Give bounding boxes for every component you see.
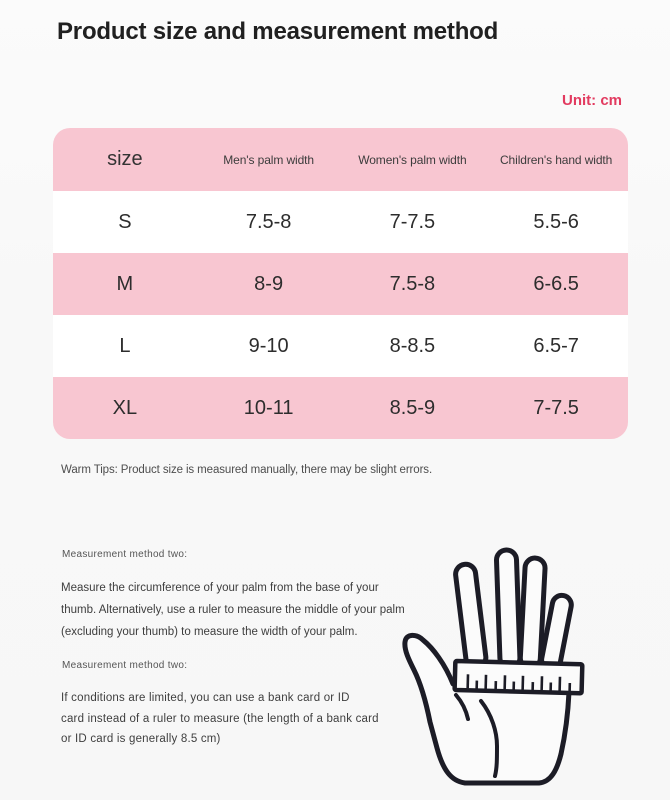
method-one-line: (excluding your thumb) to measure the width of your palm. [61,626,358,638]
column-header-mens-palm-width: Men's palm width [223,152,314,167]
middle-finger [496,550,520,669]
warm-tips-text: Warm Tips: Product size is measured manually, there may be slight errors. [61,464,433,476]
size-label: M [116,272,134,295]
unit-label: Unit: cm [562,92,622,109]
method-one-text [61,577,405,643]
method-two-line: card instead of a ruler to measure (the length of a bank card [61,712,379,725]
method-two-line: or ID card is generally 8.5 cm) [61,733,221,745]
size-value: 5.5-6 [533,210,579,233]
index-finger [454,563,487,669]
column-header-childrens-hand-width: Children's hand width [499,152,613,167]
size-value: 7.5-8 [245,210,292,233]
method-two-line: If conditions are limited, you can use a bank card or ID [61,692,350,704]
size-value: 6-6.5 [533,272,579,295]
size-label: L [119,334,131,357]
table-row-s [53,191,628,253]
size-value: 8-9 [254,272,284,295]
method-two-label: Measurement method two: [62,660,188,671]
size-label: S [118,210,132,233]
size-table [53,128,628,439]
size-value: 6.5-7 [533,334,579,357]
size-value: 7.5-8 [389,272,436,295]
method-one-line: thumb. Alternatively, use a ruler to measure the middle of your palm [61,604,405,616]
hand-ruler-illustration-icon [393,538,663,793]
table-row-xl [53,377,628,439]
ruler-band [455,661,583,693]
page-title: Product size and measurement method [57,18,499,45]
column-header-womens-palm-width: Women's palm width [358,152,467,167]
size-label: XL [112,396,138,419]
ruler [455,661,583,693]
size-value: 7-7.5 [389,210,436,233]
size-value: 7-7.5 [533,396,579,419]
method-one-label: Measurement method two: [62,549,188,560]
table-row-m [53,253,628,315]
size-value: 8-8.5 [389,334,436,357]
size-value: 8.5-9 [389,396,436,419]
size-value: 9-10 [248,334,289,357]
size-value: 10-11 [243,396,294,419]
column-header-size: size [107,148,143,170]
table-row-l [53,315,628,377]
method-two-text [61,688,379,750]
method-one-line: Measure the circumference of your palm from the base of your [61,582,379,594]
size-table-header-row [53,128,628,191]
